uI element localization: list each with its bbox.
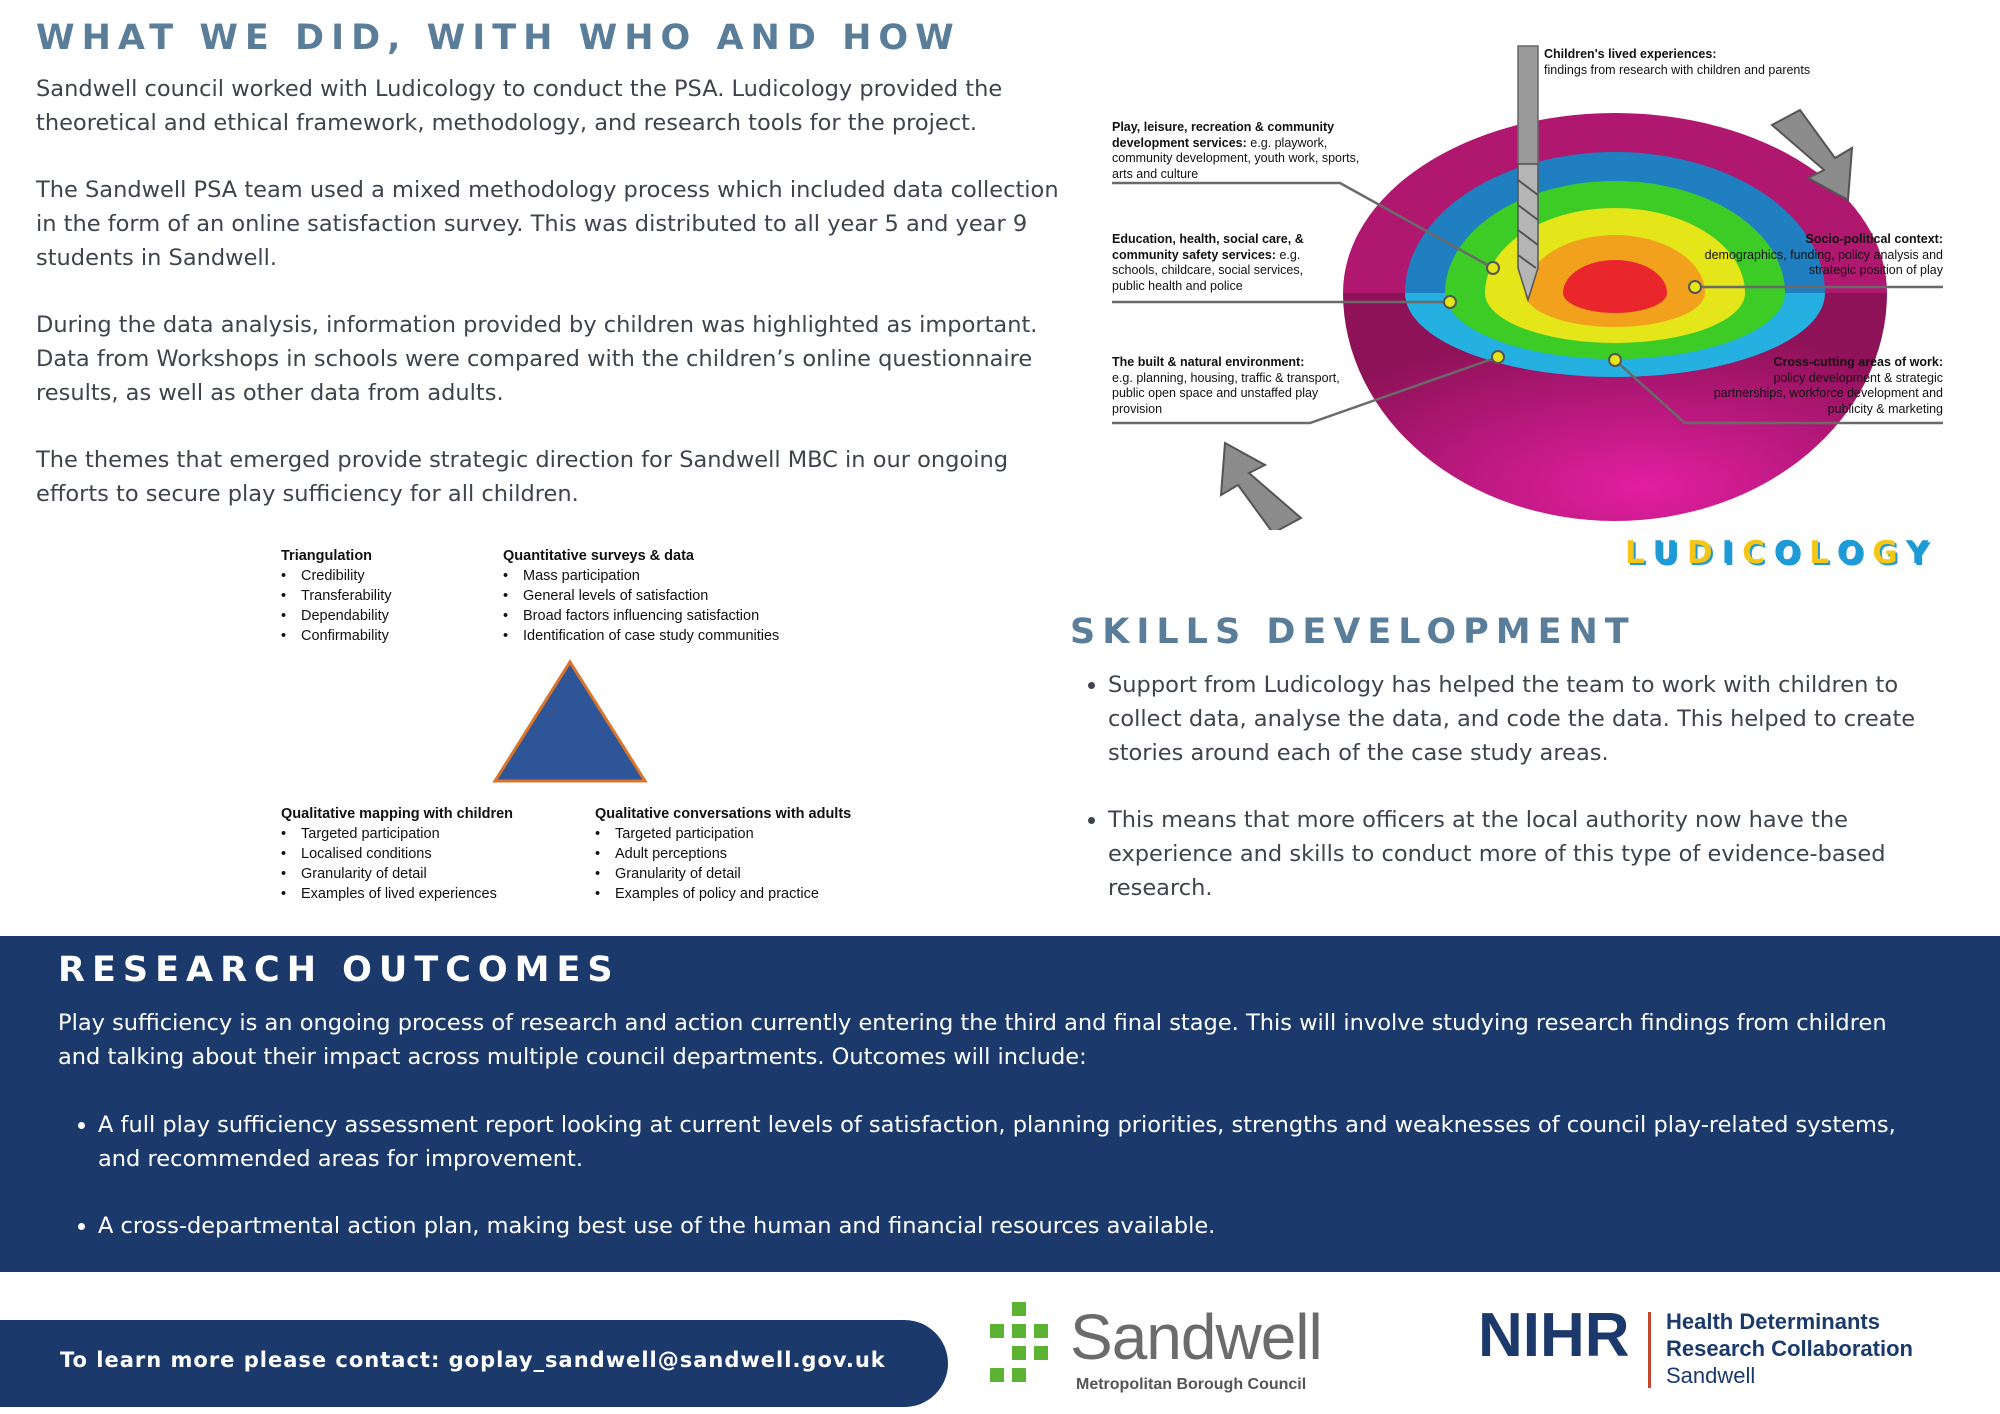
logo-letter: Y bbox=[1906, 535, 1938, 571]
logo-letter: L bbox=[1809, 535, 1837, 571]
block-item: • General levels of satisfaction bbox=[523, 586, 779, 606]
sandwell-subtitle: Metropolitan Borough Council bbox=[1076, 1376, 1307, 1393]
label-play-services bbox=[1112, 120, 1372, 182]
label-body: findings from research with children and parents bbox=[1544, 62, 1811, 77]
section-title-skills: SKILLS DEVELOPMENT bbox=[1070, 612, 1636, 652]
label-crosscutting bbox=[1700, 355, 1943, 417]
block-item: • Targeted participation bbox=[615, 824, 851, 844]
triangle-shape bbox=[495, 662, 645, 781]
block-item: • Identification of case study communities bbox=[523, 626, 779, 646]
research-outcomes-section bbox=[0, 936, 2000, 1272]
marker-dot bbox=[1689, 281, 1701, 293]
skills-list bbox=[1068, 668, 1968, 938]
logo-letter: G bbox=[1872, 535, 1907, 571]
section-title-outcomes: RESEARCH OUTCOMES bbox=[58, 950, 620, 990]
logo-letter: O bbox=[1773, 535, 1810, 571]
qualitative-adults-block bbox=[595, 804, 851, 904]
list-item: • A full play sufficiency assessment report looking at current levels of satisfaction, planning priorities, strengths and weaknesses of council play-related systems, and recommended areas for improvement. bbox=[98, 1108, 1938, 1176]
label-title: Socio-political context: bbox=[1805, 232, 1943, 246]
label-title: Cross-cutting areas of work: bbox=[1773, 355, 1943, 369]
quantitative-block bbox=[503, 546, 779, 646]
marker-dot bbox=[1444, 296, 1456, 308]
contact-banner bbox=[0, 1320, 948, 1407]
block-item: • Transferability bbox=[301, 586, 392, 606]
logo-letter: C bbox=[1742, 535, 1774, 571]
label-sociopolitical bbox=[1700, 232, 1943, 279]
label-built-environment bbox=[1112, 355, 1342, 417]
block-item: • Localised conditions bbox=[301, 844, 513, 864]
nihr-logo: NIHR bbox=[1478, 1301, 1630, 1370]
block-item: • Examples of policy and practice bbox=[615, 884, 851, 904]
block-item: • Adult perceptions bbox=[615, 844, 851, 864]
outcomes-list bbox=[58, 1108, 1938, 1276]
block-item: • Dependability bbox=[301, 606, 392, 626]
block-item: • Credibility bbox=[301, 566, 392, 586]
marker-dot bbox=[1487, 262, 1499, 274]
block-item: • Examples of lived experiences bbox=[301, 884, 513, 904]
block-item: • Granularity of detail bbox=[615, 864, 851, 884]
label-body: policy development & strategic partnerships, workforce development and publicity & marketing bbox=[1713, 370, 1943, 416]
block-title: Triangulation bbox=[281, 548, 373, 564]
triangulation-triangle bbox=[490, 658, 650, 786]
triangulation-block bbox=[281, 546, 392, 646]
nihr-line: Sandwell bbox=[1666, 1363, 1756, 1388]
label-lived-experiences bbox=[1544, 47, 1874, 78]
label-body: e.g. playwork, community development, youth work, sports, arts and culture bbox=[1112, 135, 1360, 181]
block-item: • Confirmability bbox=[301, 626, 392, 646]
label-title: The built & natural environment: bbox=[1112, 355, 1305, 369]
intro-paragraph: Sandwell council worked with Ludicology to conduct the PSA. Ludicology provided the theoretical and ethical framework, methodology, and research tools for the project. bbox=[36, 76, 1003, 136]
marker-dot bbox=[1492, 351, 1504, 363]
intro-text bbox=[36, 72, 1066, 544]
arrow-bottom-left-icon bbox=[1221, 443, 1301, 530]
list-item: • This means that more officers at the local authority now have the experience and skills to conduct more of this type of evidence-based research. bbox=[1108, 803, 1968, 905]
contact-text[interactable]: To learn more please contact: goplay_sandwell@sandwell.gov.uk bbox=[60, 1348, 886, 1372]
logo-letter: I bbox=[1721, 535, 1743, 571]
block-item: • Broad factors influencing satisfaction bbox=[523, 606, 779, 626]
logo-letter: L bbox=[1625, 535, 1653, 571]
drill-shaft bbox=[1518, 46, 1538, 164]
label-title: Play, leisure, recreation & community development services: bbox=[1112, 120, 1335, 150]
sandwell-logo-icon bbox=[990, 1302, 1056, 1392]
logo-letter: D bbox=[1686, 535, 1722, 571]
block-title: Quantitative surveys & data bbox=[503, 548, 694, 564]
block-title: Qualitative mapping with children bbox=[281, 806, 514, 822]
label-education-services bbox=[1112, 232, 1337, 294]
nihr-text bbox=[1666, 1308, 1913, 1389]
block-title: Qualitative conversations with adults bbox=[595, 806, 852, 822]
intro-paragraph: The themes that emerged provide strategic direction for Sandwell MBC in our ongoing efforts to secure play sufficiency for all children. bbox=[36, 447, 1009, 507]
block-item: • Targeted participation bbox=[301, 824, 513, 844]
label-body: e.g. schools, childcare, social services, public health and police bbox=[1112, 247, 1304, 293]
label-body: e.g. planning, housing, traffic & transport, public open space and unstaffed play provision bbox=[1112, 370, 1340, 416]
nihr-line: Research Collaboration bbox=[1666, 1336, 1913, 1361]
marker-dot bbox=[1609, 354, 1621, 366]
qualitative-children-block bbox=[281, 804, 513, 904]
label-title: Education, health, social care, & community safety services: bbox=[1112, 232, 1304, 262]
sandwell-wordmark: Sandwell bbox=[1070, 1301, 1322, 1373]
ludicology-logo bbox=[1625, 535, 1937, 571]
list-item: • A cross-departmental action plan, making best use of the human and financial resources available. bbox=[98, 1209, 1938, 1243]
logo-letter: O bbox=[1836, 535, 1873, 571]
label-body: demographics, funding, policy analysis and strategic position of play bbox=[1704, 247, 1943, 277]
outcomes-intro: Play sufficiency is an ongoing process of research and action currently entering the third and final stage. This will involve studying research findings from children and talking about their impact across multiple council departments. Outcomes will include: bbox=[58, 1010, 1887, 1070]
intro-paragraph: The Sandwell PSA team used a mixed methodology process which included data collection in the form of an online satisfaction survey. This was distributed to all year 5 and year 9 students in Sandwell. bbox=[36, 177, 1059, 271]
nihr-divider bbox=[1648, 1312, 1651, 1388]
block-item: • Granularity of detail bbox=[301, 864, 513, 884]
list-item: • Support from Ludicology has helped the team to work with children to collect data, analyse the data, and code the data. This helped to create stories around each of the case study areas. bbox=[1108, 668, 1968, 770]
label-title: Children's lived experiences: bbox=[1544, 47, 1717, 61]
nihr-line: Health Determinants bbox=[1666, 1309, 1880, 1334]
block-item: • Mass participation bbox=[523, 566, 779, 586]
section-title-what-we-did: WHAT WE DID, WITH WHO AND HOW bbox=[36, 18, 961, 58]
intro-paragraph: During the data analysis, information provided by children was highlighted as important. Data from Workshops in schools were compared with the children’s online questionnaire results, as well as other data from adults. bbox=[36, 312, 1038, 406]
logo-letter: U bbox=[1652, 535, 1687, 571]
